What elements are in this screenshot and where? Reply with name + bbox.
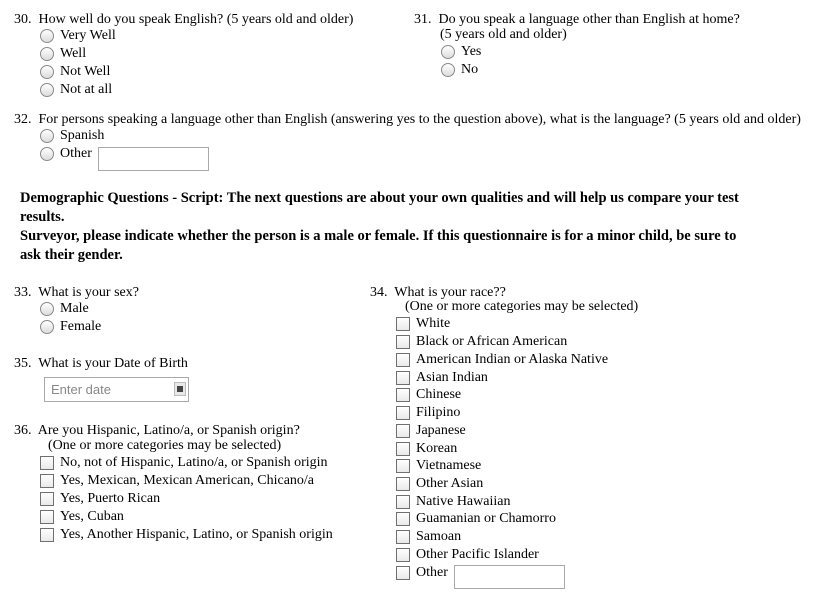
q36-option-not-hispanic[interactable]: No, not of Hispanic, Latino/a, or Spanish origin xyxy=(40,454,328,472)
demographics-heading-line4: ask their gender. xyxy=(20,247,123,263)
q36-text: Are you Hispanic, Latino/a, or Spanish origin? xyxy=(37,423,300,438)
q34-option-black[interactable]: Black or African American xyxy=(396,333,567,351)
q34-option-white[interactable]: White xyxy=(396,315,450,333)
q35-text: What is your Date of Birth xyxy=(38,356,188,371)
q35-date-field[interactable] xyxy=(44,377,189,402)
q30-option-not-at-all[interactable]: Not at all xyxy=(40,81,112,99)
q34-option-japanese[interactable]: Japanese xyxy=(396,422,466,440)
calendar-icon[interactable] xyxy=(174,382,186,396)
q34-note: (One or more categories may be selected) xyxy=(405,299,639,314)
radio-button[interactable] xyxy=(40,29,54,43)
q34-option-other-pacific[interactable]: Other Pacific Islander xyxy=(396,546,539,564)
radio-button[interactable] xyxy=(40,83,54,97)
q32-text: For persons speaking a language other than English (answering yes to the question above), what is the language? (5 years old and older) xyxy=(38,112,801,127)
q34-option-korean[interactable]: Korean xyxy=(396,440,457,458)
q34-text: What is your race?? xyxy=(394,285,506,300)
q34-option-filipino[interactable]: Filipino xyxy=(396,404,460,422)
q31-text: Do you speak a language other than English at home? xyxy=(438,12,740,27)
radio-button[interactable] xyxy=(40,129,54,143)
checkbox[interactable] xyxy=(396,512,410,526)
q32-other-input[interactable] xyxy=(98,147,209,171)
q36-option-another[interactable]: Yes, Another Hispanic, Latino, or Spanish origin xyxy=(40,526,333,544)
q34-option-vietnamese[interactable]: Vietnamese xyxy=(396,457,481,475)
checkbox[interactable] xyxy=(396,335,410,349)
radio-button[interactable] xyxy=(441,45,455,59)
checkbox[interactable] xyxy=(396,477,410,491)
q30-option-not-well[interactable]: Not Well xyxy=(40,63,110,81)
checkbox[interactable] xyxy=(40,456,54,470)
q30-number: 30. xyxy=(14,12,32,27)
checkbox[interactable] xyxy=(396,406,410,420)
q32-number: 32. xyxy=(14,112,32,127)
demographics-heading-line3: Surveyor, please indicate whether the person is a male or female. If this questionnaire is for a minor child, be sure to xyxy=(20,228,737,244)
q36-option-puerto-rican[interactable]: Yes, Puerto Rican xyxy=(40,490,160,508)
checkbox[interactable] xyxy=(40,528,54,542)
checkbox[interactable] xyxy=(396,495,410,509)
radio-button[interactable] xyxy=(40,302,54,316)
q34-option-asian-indian[interactable]: Asian Indian xyxy=(396,369,488,387)
checkbox[interactable] xyxy=(396,530,410,544)
q36-number: 36. xyxy=(14,423,32,438)
q34-option-chinese[interactable]: Chinese xyxy=(396,386,461,404)
q33-option-male[interactable]: Male xyxy=(40,300,89,318)
q30-text: How well do you speak English? (5 years old and older) xyxy=(38,12,354,27)
checkbox[interactable] xyxy=(40,492,54,506)
checkbox[interactable] xyxy=(396,424,410,438)
q34-option-american-indian[interactable]: American Indian or Alaska Native xyxy=(396,351,608,369)
checkbox[interactable] xyxy=(396,388,410,402)
checkbox[interactable] xyxy=(396,371,410,385)
q34-option-samoan[interactable]: Samoan xyxy=(396,528,461,546)
q34-option-guamanian[interactable]: Guamanian or Chamorro xyxy=(396,510,556,528)
q36-note: (One or more categories may be selected) xyxy=(48,438,282,453)
q33-text: What is your sex? xyxy=(38,285,139,300)
q33-number: 33. xyxy=(14,285,32,300)
radio-button[interactable] xyxy=(40,47,54,61)
checkbox[interactable] xyxy=(40,510,54,524)
checkbox[interactable] xyxy=(396,442,410,456)
q30-option-very-well[interactable]: Very Well xyxy=(40,27,116,45)
radio-button[interactable] xyxy=(40,320,54,334)
q31-option-yes[interactable]: Yes xyxy=(441,43,481,61)
q31-number: 31. xyxy=(414,12,432,27)
q36-option-mexican[interactable]: Yes, Mexican, Mexican American, Chicano/a xyxy=(40,472,314,490)
checkbox[interactable] xyxy=(396,459,410,473)
q32-option-spanish[interactable]: Spanish xyxy=(40,127,104,145)
q34-other-input[interactable] xyxy=(454,565,565,589)
q32-option-other[interactable]: Other xyxy=(40,145,92,163)
checkbox[interactable] xyxy=(396,566,410,580)
radio-button[interactable] xyxy=(40,65,54,79)
q31-option-no[interactable]: No xyxy=(441,61,478,79)
q34-option-other[interactable]: Other xyxy=(396,564,448,582)
demographics-heading xyxy=(20,189,810,265)
date-of-birth-input[interactable] xyxy=(45,379,173,401)
checkbox[interactable] xyxy=(40,474,54,488)
radio-button[interactable] xyxy=(40,147,54,161)
radio-button[interactable] xyxy=(441,63,455,77)
demographics-heading-line1: Demographic Questions - Script: The next questions are about your own qualities and will help us compare your test xyxy=(20,190,739,206)
q34-option-native-hawaiian[interactable]: Native Hawaiian xyxy=(396,493,510,511)
q32-label xyxy=(14,111,801,129)
q31-note: (5 years old and older) xyxy=(440,27,567,42)
q36-option-cuban[interactable]: Yes, Cuban xyxy=(40,508,124,526)
checkbox[interactable] xyxy=(396,548,410,562)
q34-option-other-asian[interactable]: Other Asian xyxy=(396,475,483,493)
q35-label xyxy=(14,355,188,373)
q33-option-female[interactable]: Female xyxy=(40,318,101,336)
checkbox[interactable] xyxy=(396,353,410,367)
q34-number: 34. xyxy=(370,285,388,300)
q30-option-well[interactable]: Well xyxy=(40,45,86,63)
demographics-heading-line2: results. xyxy=(20,209,65,225)
q35-number: 35. xyxy=(14,356,32,371)
checkbox[interactable] xyxy=(396,317,410,331)
